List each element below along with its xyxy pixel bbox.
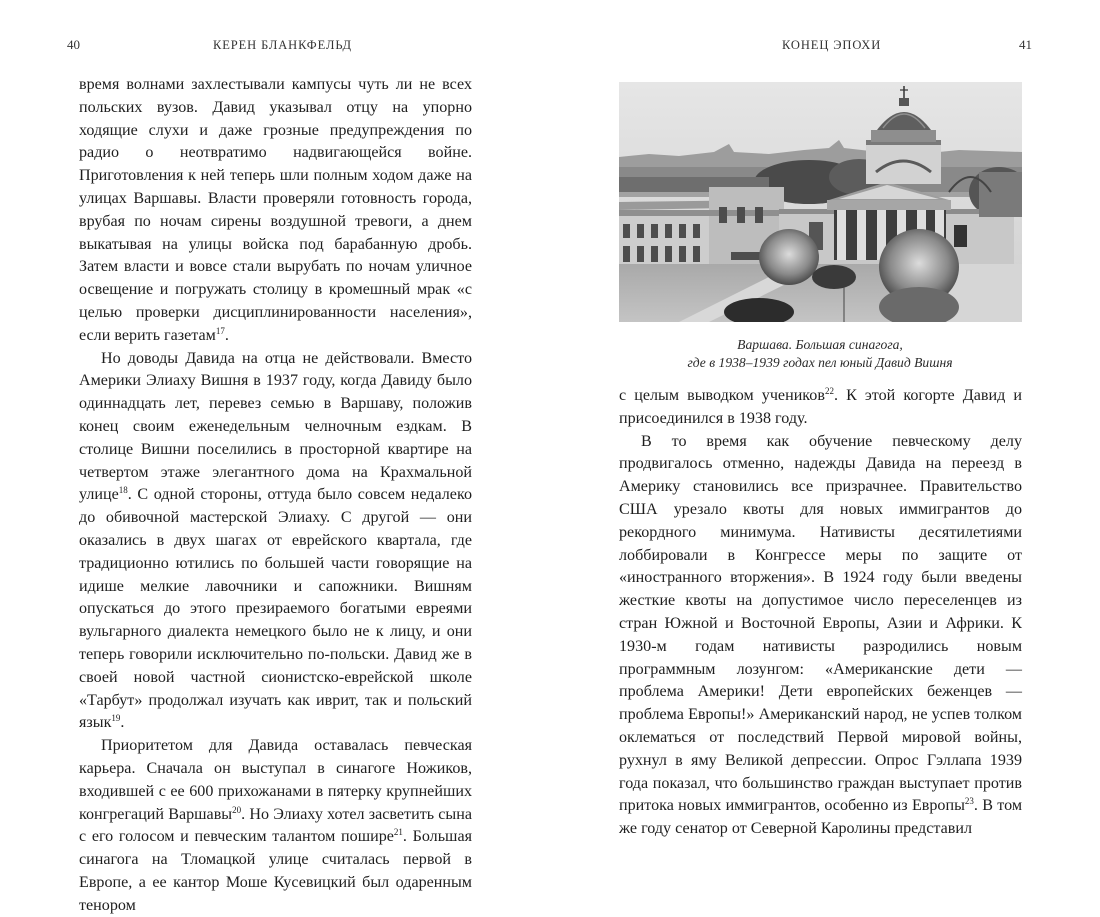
paragraph-text: . xyxy=(120,714,125,732)
left-page xyxy=(0,0,550,914)
paragraph-text: Но доводы Давида на отца не действовали. Вместо Америки Элиаху Вишня в 1937 году, когда Давиду было одиннадцать лет, перевез семью в Варшаву, положив конец своим еженедельным челночным ездкам. В столице Вишни поселились в просторной квартире на четвертом этаже элегантного дома на Крахмальной улице xyxy=(79,349,472,504)
paragraph-text: с целым выводком учеников xyxy=(619,387,825,404)
footnote-ref[interactable]: 17 xyxy=(215,325,225,336)
body-text xyxy=(79,74,472,917)
running-head-author: КЕРЕН БЛАНКФЕЛЬД xyxy=(213,38,352,52)
right-page xyxy=(550,0,1100,838)
paragraph xyxy=(619,431,1022,841)
paragraph-text: Приоритетом для Давида оставалась певческая карьера. Сначала он выступал в синагоге Ножиков, входившей с ее 600 прихожанами в пятерку крупнейших конгрегаций Варшавы xyxy=(79,737,472,823)
paragraph-text: . xyxy=(224,326,229,344)
running-head-chapter: КОНЕЦ ЭПОХИ xyxy=(782,38,882,52)
synagogue-photo xyxy=(619,82,1022,322)
paragraph-text: В то время как обучение певческому делу продвигалось отменно, надежды Давида на переезд в Америку становились все призрачнее. Правительство США урезало квоты для новых иммигрантов до рекордного минимума. Нативисты десятилетиями лоббировали в Конгрессе меры по защите от «иностранного вторжения». В 1924 году были введены жесткие квоты на допустимое число переселенцев из стран Южной и Восточной Европы, Азии и Африки. К 1930-м годам нативисты разродились новым программным лозунгом: «Американские дети — проблема Америки! Дети европейских беженцев — проблема Европы!» Американский народ, не успев толком оклематься от последствий Первой мировой войны, рухнул в яму Великой депрессии. Опрос Гэллапа 1939 года показал, что большинство граждан выступает против притока новых иммигрантов, особенно из Европы xyxy=(619,432,1022,815)
footnote-ref[interactable]: 18 xyxy=(118,485,128,496)
paragraph-text: . Но Элиаху хотел засветить сына с его голосом и певческим талантом пошире xyxy=(79,805,472,846)
footnote-ref[interactable]: 21 xyxy=(393,827,403,838)
footnote-ref[interactable]: 19 xyxy=(111,713,121,724)
paragraph-text: . К этой когорте Давид и присоединился в 1938 году. xyxy=(619,387,1022,427)
paragraph xyxy=(79,735,472,917)
page-number: 40 xyxy=(67,37,80,52)
paragraph xyxy=(79,74,472,348)
paragraph xyxy=(79,348,472,736)
caption-line: где в 1938–1939 годах пел юный Давид Вишня xyxy=(687,355,953,370)
paragraph-text: время волнами захлестывали кампусы чуть ли не всех польских вузов. Давид указывал отцу на упорно ходящие слухи и даже грозные предупреждения по радио о неотвратимо надвигающейся войне. Приготовления к ней теперь шли полным ходом даже на улицах Варшавы. Власти проверяли готовность города, врубая по ночам сирены воздушной тревоги, а днем выкатывая на улицы войска под барабанную дробь. Затем власти и вовсе стали вырубать по ночам уличное освещение и погружать столицу в кромешный мрак «с целью проверки дисциплинированности населения», если верить газетам xyxy=(79,76,472,344)
paragraph-text: . С одной стороны, оттуда было совсем недалеко до обивочной мастерской Элиаху. С другой — они оказались в двух шагах от еврейского квартала, где традиционно ютились по большей части говорящие на идише мелкие лавочники и сапожники. Вишням опускаться до этого презираемого богатыми евреями вульгарного диалекта немецкого было не к лицу, и они теперь говорили исключительно по-польски. Давид же в своей новой частной сионистско-еврейской школе «Тарбут» продолжал изучать как иврит, так и польский язык xyxy=(79,486,472,732)
page-number: 41 xyxy=(1019,37,1032,52)
body-text xyxy=(619,385,1022,841)
footnote-ref[interactable]: 23 xyxy=(964,796,974,807)
footnote-ref[interactable]: 20 xyxy=(232,804,242,815)
figure-caption xyxy=(610,336,1030,372)
paragraph xyxy=(619,385,1022,431)
caption-line: Варшава. Большая синагога, xyxy=(737,337,903,352)
footnote-ref[interactable]: 22 xyxy=(824,386,834,396)
paragraph-text: . В том же году сенатор от Северной Каролины представил xyxy=(619,797,1023,838)
paragraph-text: . Большая синагога на Тломацкой улице считалась первой в Европе, а ее кантор Моше Кусевицкий был одаренным тенором xyxy=(79,828,472,914)
